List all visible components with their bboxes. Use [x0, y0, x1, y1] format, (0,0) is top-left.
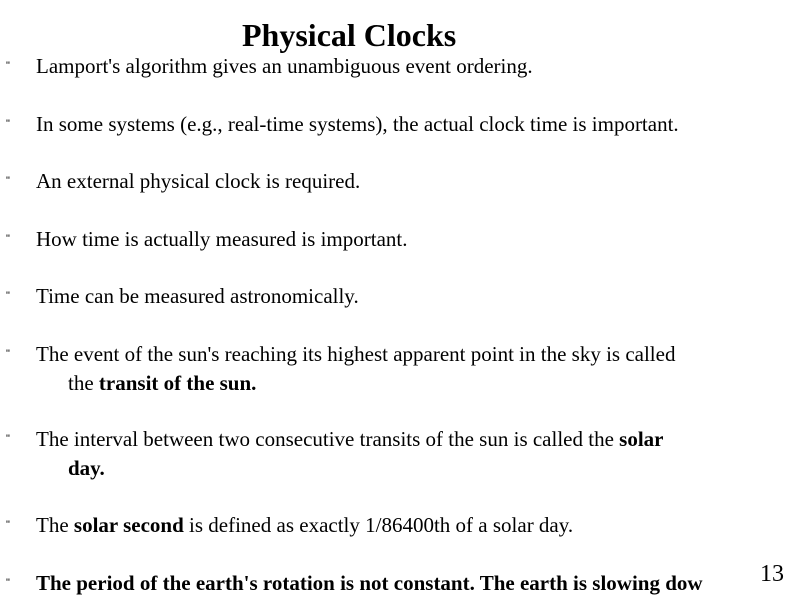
bullet-text: How time is actually measured is important.	[36, 227, 408, 251]
term-day: day.	[68, 456, 105, 480]
bullet-marker: "	[6, 433, 10, 445]
bullet-text-plain: The interval between two consecutive transits of the sun is called the	[36, 427, 620, 451]
bullet-text-plain: is defined as exactly 1/86400th of a solar day.	[183, 513, 574, 537]
bullet-text-line2	[68, 369, 256, 398]
bullet-text: Time can be measured astronomically.	[36, 284, 359, 308]
term-solar: solar	[619, 427, 664, 451]
bullet-marker: "	[6, 577, 10, 589]
bullet-marker: "	[6, 118, 10, 130]
slide-title: Physical Clocks	[242, 17, 457, 53]
bullet-text-plain: the	[68, 371, 99, 395]
term-transit-of-the-sun: transit of the sun.	[98, 371, 257, 395]
bullet-text: In some systems (e.g., real-time systems), the actual clock time is important.	[36, 112, 679, 136]
bullet-marker: "	[6, 233, 10, 245]
bullet-marker: "	[6, 348, 10, 360]
bullet-text: An external physical clock is required.	[36, 169, 361, 193]
bullet-marker: "	[6, 290, 10, 302]
bullet-text-line1: The event of the sun's reaching its highest apparent point in the sky is called	[36, 342, 676, 366]
bullet-marker: "	[6, 519, 10, 531]
page-number: 13	[760, 561, 784, 587]
bullet-marker: "	[6, 175, 10, 187]
bullet-marker: "	[6, 60, 10, 72]
bullet-text	[36, 511, 573, 540]
bullet-text: The period of the earth's rotation is not constant. The earth is slowing dow	[36, 571, 703, 595]
bullet-text: Lamport's algorithm gives an unambiguous event ordering.	[36, 54, 533, 78]
term-solar-second: solar second	[73, 513, 184, 537]
bullet-text-plain: The	[36, 513, 74, 537]
bullet-text-line1	[36, 425, 663, 454]
